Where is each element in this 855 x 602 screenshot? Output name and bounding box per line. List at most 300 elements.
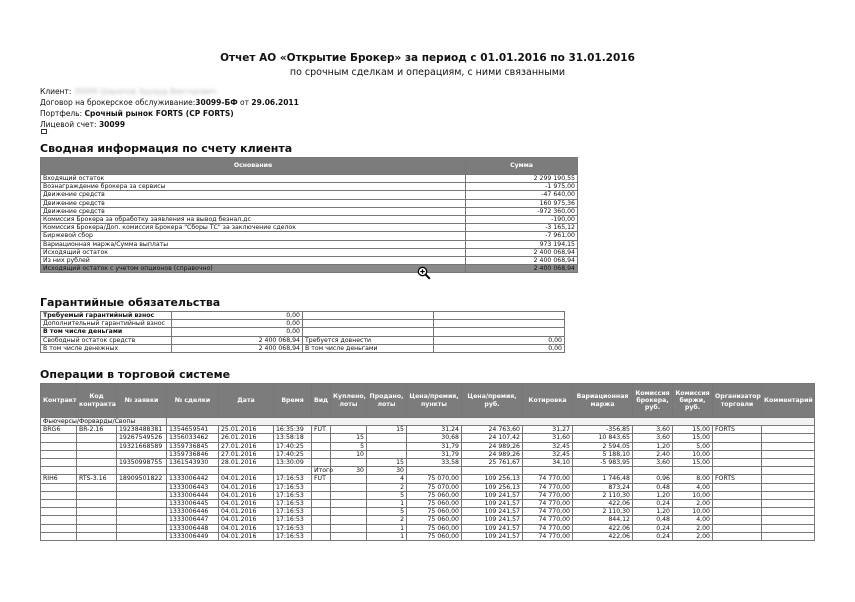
operations-cell: 74 770,00	[523, 508, 573, 516]
operations-group-row	[41, 418, 815, 426]
operations-cell	[713, 434, 762, 442]
checkbox-marker-icon	[41, 129, 47, 134]
table-row	[41, 426, 815, 434]
operations-cell: 2	[367, 516, 407, 524]
guarantee-cell: Дополнительный гарантийный взнос	[41, 320, 172, 328]
operations-cell	[312, 508, 331, 516]
summary-amount-cell: 2 400 068,94	[466, 248, 578, 256]
summary-amount-cell: -47 640,00	[466, 191, 578, 199]
operations-cell	[312, 516, 331, 524]
operations-cell: FORTS	[713, 475, 762, 483]
operations-cell: 04.01.2016	[219, 500, 274, 508]
operations-cell: 75 070,00	[407, 475, 462, 483]
summary-row	[41, 191, 578, 199]
guarantee-cell: Свободный остаток средств	[41, 336, 172, 344]
summary-header-basis: Основание	[41, 158, 466, 175]
client-label: Клиент:	[40, 87, 72, 96]
operations-cell	[312, 500, 331, 508]
operations-cell: 422,06	[573, 524, 633, 532]
operations-cell	[77, 532, 117, 540]
operations-cell: 17:16:53	[274, 508, 312, 516]
operations-cell: 109 241,57	[462, 500, 523, 508]
operations-cell: 3,60	[633, 426, 673, 434]
operations-cell: FUT	[312, 475, 331, 483]
operations-cell: 10 843,65	[573, 434, 633, 442]
operations-cell	[77, 483, 117, 491]
operations-cell: 18909501822	[117, 475, 167, 483]
operations-header-cell: Комментарий	[762, 384, 815, 418]
operations-cell: 74 770,00	[523, 524, 573, 532]
operations-group-spacer	[167, 418, 815, 426]
guarantee-row	[41, 344, 565, 352]
operations-header-cell: Продано, лоты	[367, 384, 407, 418]
summary-basis-cell: Вариационная маржа/Сумма выплаты	[41, 240, 466, 248]
operations-cell	[762, 459, 815, 467]
operations-cell	[41, 434, 77, 442]
summary-body	[41, 175, 578, 273]
operations-cell: 10,00	[673, 450, 713, 458]
operations-cell	[312, 524, 331, 532]
guarantee-cell: В том числе денежных	[41, 344, 172, 352]
table-row	[41, 508, 815, 516]
operations-cell: 15,00	[673, 434, 713, 442]
summary-row	[41, 265, 578, 273]
operations-header-row	[41, 384, 815, 418]
table-row	[41, 450, 815, 458]
operations-cell: 422,06	[573, 532, 633, 540]
summary-amount-cell: 2 299 190,55	[466, 175, 578, 183]
operations-cell	[713, 524, 762, 532]
operations-cell: 1333006448	[167, 524, 219, 532]
operations-cell: 2 110,30	[573, 508, 633, 516]
portfolio-line	[40, 109, 234, 119]
summary-basis-cell: Комиссия Брокера/Доп. комиссия Брокера "Сборы ТС" за заключение сделок	[41, 224, 466, 232]
operations-cell	[77, 442, 117, 450]
summary-row	[41, 248, 578, 256]
operations-cell: 04.01.2016	[219, 491, 274, 499]
operations-cell: 10,00	[673, 508, 713, 516]
operations-cell	[41, 491, 77, 499]
operations-cell: 1	[367, 500, 407, 508]
operations-cell	[713, 500, 762, 508]
summary-row	[41, 240, 578, 248]
operations-cell	[367, 434, 407, 442]
operations-cell: 27.01.2016	[219, 442, 274, 450]
operations-cell	[77, 434, 117, 442]
table-row	[41, 524, 815, 532]
operations-cell: 15	[331, 434, 367, 442]
operations-cell: 74 770,00	[523, 475, 573, 483]
operations-cell	[312, 434, 331, 442]
operations-cell: 10,00	[673, 491, 713, 499]
operations-cell: 75 060,00	[407, 491, 462, 499]
operations-header-cell: Вид	[312, 384, 331, 418]
summary-basis-cell: Движение средств	[41, 191, 466, 199]
operations-cell: 16:35:39	[274, 426, 312, 434]
operations-cell	[331, 532, 367, 540]
operations-cell	[117, 483, 167, 491]
operations-cell: 17:16:53	[274, 532, 312, 540]
account-label: Лицевой счет:	[40, 120, 97, 129]
operations-cell: 19267549526	[117, 434, 167, 442]
operations-cell: 1359736846	[167, 450, 219, 458]
operations-cell: 34,10	[523, 459, 573, 467]
operations-cell: 109 241,57	[462, 516, 523, 524]
operations-cell: 04.01.2016	[219, 524, 274, 532]
contract-line	[40, 98, 299, 108]
operations-cell: BRG6	[41, 426, 77, 434]
operations-header-cell: Цена/премия, руб.	[462, 384, 523, 418]
operations-cell	[274, 467, 312, 475]
guarantee-cell	[303, 328, 434, 336]
operations-cell: 31,79	[407, 442, 462, 450]
summary-amount-cell: -190,00	[466, 216, 578, 224]
guarantee-body	[41, 312, 565, 353]
guarantee-cell: Требуется довнести	[303, 336, 434, 344]
table-row	[41, 532, 815, 540]
operations-cell: 1333006443	[167, 483, 219, 491]
summary-row	[41, 216, 578, 224]
operations-table	[40, 383, 815, 541]
guarantee-row	[41, 336, 565, 344]
summary-row	[41, 232, 578, 240]
operations-cell	[331, 475, 367, 483]
operations-cell: 0,48	[633, 516, 673, 524]
operations-cell: FORTS	[713, 426, 762, 434]
operations-cell	[713, 532, 762, 540]
operations-cell: 2,00	[673, 532, 713, 540]
operations-header-cell: Время	[274, 384, 312, 418]
operations-cell: 17:40:25	[274, 442, 312, 450]
guarantee-cell	[434, 328, 565, 336]
operations-cell: 31,60	[523, 434, 573, 442]
operations-cell: 5,00	[673, 442, 713, 450]
guarantee-cell: В том числе деньгами	[303, 344, 434, 352]
operations-cell: 15	[367, 459, 407, 467]
operations-cell: 5	[331, 442, 367, 450]
operations-cell: 1333006442	[167, 475, 219, 483]
guarantee-title: Гарантийные обязательства	[40, 296, 221, 309]
operations-cell: 15,00	[673, 459, 713, 467]
operations-cell	[713, 467, 762, 475]
operations-cell: 1,20	[633, 491, 673, 499]
operations-cell: 25 761,67	[462, 459, 523, 467]
operations-cell	[219, 467, 274, 475]
operations-cell	[762, 483, 815, 491]
operations-cell: 28.01.2016	[219, 459, 274, 467]
summary-amount-cell: -7 961,00	[466, 232, 578, 240]
operations-cell: 31,24	[407, 426, 462, 434]
summary-amount-cell: -1 975,00	[466, 183, 578, 191]
operations-cell	[673, 467, 713, 475]
operations-cell: 3,60	[633, 459, 673, 467]
operations-cell: 0,24	[633, 500, 673, 508]
summary-basis-cell: Исходящий остаток	[41, 248, 466, 256]
summary-amount-cell: 160 975,36	[466, 199, 578, 207]
operations-cell	[762, 508, 815, 516]
operations-cell	[633, 467, 673, 475]
operations-cell: 24 763,60	[462, 426, 523, 434]
operations-cell: 17:16:53	[274, 475, 312, 483]
operations-group-label: Фьючерсы/Форварды/Свопы	[41, 418, 167, 426]
guarantee-row	[41, 320, 565, 328]
operations-cell: 30	[331, 467, 367, 475]
table-row	[41, 475, 815, 483]
operations-cell	[713, 442, 762, 450]
table-row	[41, 516, 815, 524]
operations-cell: 109 241,57	[462, 508, 523, 516]
operations-cell: 04.01.2016	[219, 475, 274, 483]
summary-basis-cell: Из них рублей	[41, 257, 466, 265]
operations-cell	[762, 434, 815, 442]
operations-cell: 8,00	[673, 475, 713, 483]
operations-cell	[77, 491, 117, 499]
operations-cell	[117, 524, 167, 532]
operations-cell	[117, 508, 167, 516]
operations-header-cell: Котировка	[523, 384, 573, 418]
operations-header-cell: № сделки	[167, 384, 219, 418]
operations-cell: 04.01.2016	[219, 483, 274, 491]
operations-cell: 1333006444	[167, 491, 219, 499]
summary-amount-cell: 2 400 068,94	[466, 257, 578, 265]
operations-cell	[762, 467, 815, 475]
operations-cell: 1,20	[633, 508, 673, 516]
operations-header-cell: Вариационная маржа	[573, 384, 633, 418]
operations-cell: 25.01.2016	[219, 426, 274, 434]
operations-cell: 27.01.2016	[219, 450, 274, 458]
operations-cell: 0,24	[633, 524, 673, 532]
operations-cell	[41, 516, 77, 524]
table-row	[41, 459, 815, 467]
guarantee-row	[41, 328, 565, 336]
contract-date: 29.06.2011	[251, 98, 299, 107]
operations-cell	[762, 500, 815, 508]
client-value: 30099 Шарапов Эдуард Викторович	[73, 87, 217, 96]
summary-title: Сводная информация по счету клиента	[40, 142, 293, 155]
operations-cell	[331, 459, 367, 467]
guarantee-cell	[303, 320, 434, 328]
summary-header-amount: Сумма	[466, 158, 578, 175]
operations-cell: 2 110,30	[573, 491, 633, 499]
operations-cell	[117, 532, 167, 540]
operations-cell: 0,24	[633, 532, 673, 540]
table-row	[41, 491, 815, 499]
operations-cell: 33,58	[407, 459, 462, 467]
operations-cell: 32,45	[523, 442, 573, 450]
operations-cell	[41, 442, 77, 450]
client-line	[40, 87, 217, 97]
operations-cell: 1359736845	[167, 442, 219, 450]
operations-cell	[77, 500, 117, 508]
operations-cell	[762, 442, 815, 450]
portfolio-value: Срочный рынок FORTS (СР FORTS)	[84, 109, 234, 118]
operations-cell: 109 256,13	[462, 475, 523, 483]
operations-cell	[713, 516, 762, 524]
operations-cell: RTS-3.16	[77, 475, 117, 483]
operations-cell: 75 070,00	[407, 483, 462, 491]
operations-cell: 1,20	[633, 442, 673, 450]
operations-cell: 1354659541	[167, 426, 219, 434]
summary-basis-cell: Комиссия Брокера за обработку заявления на вывод безнал.дс	[41, 216, 466, 224]
operations-cell: 4,00	[673, 483, 713, 491]
operations-cell: 19238488381	[117, 426, 167, 434]
operations-cell	[713, 491, 762, 499]
operations-cell: 3,60	[633, 434, 673, 442]
operations-cell: 109 241,57	[462, 532, 523, 540]
operations-cell	[117, 500, 167, 508]
operations-cell: 5 188,10	[573, 450, 633, 458]
operations-cell	[762, 426, 815, 434]
summary-basis-cell: Исходящий остаток с учетом опционов (справочно)	[41, 265, 466, 273]
operations-cell: 10	[331, 450, 367, 458]
operations-total-row	[41, 467, 815, 475]
operations-cell	[407, 467, 462, 475]
operations-cell: 13:30:09	[274, 459, 312, 467]
operations-cell	[331, 508, 367, 516]
operations-body	[41, 418, 815, 541]
operations-cell: 0,48	[633, 483, 673, 491]
operations-cell	[312, 459, 331, 467]
summary-row	[41, 175, 578, 183]
operations-cell	[713, 459, 762, 467]
operations-cell: 19321668589	[117, 442, 167, 450]
operations-cell: BR-2.16	[77, 426, 117, 434]
table-row	[41, 434, 815, 442]
operations-cell: RIH6	[41, 475, 77, 483]
contract-from: от	[240, 98, 250, 107]
operations-cell	[312, 450, 331, 458]
summary-amount-cell: 973 194,15	[466, 240, 578, 248]
operations-header-cell: Куплено, лоты	[331, 384, 367, 418]
operations-cell: 30	[367, 467, 407, 475]
operations-cell: 1	[367, 532, 407, 540]
summary-table	[40, 157, 578, 273]
summary-basis-cell: Входящий остаток	[41, 175, 466, 183]
table-row	[41, 442, 815, 450]
operations-cell: 13:58:18	[274, 434, 312, 442]
summary-row	[41, 207, 578, 215]
operations-cell: 04.01.2016	[219, 532, 274, 540]
operations-header-cell: № заявки	[117, 384, 167, 418]
operations-cell: -356,85	[573, 426, 633, 434]
guarantee-cell: 2 400 068,94	[172, 336, 303, 344]
operations-cell: 844,12	[573, 516, 633, 524]
operations-cell: 1333006447	[167, 516, 219, 524]
contract-number: 30099-БФ	[195, 98, 238, 107]
operations-cell: 2 594,05	[573, 442, 633, 450]
summary-amount-cell: -3 165,12	[466, 224, 578, 232]
operations-cell	[762, 532, 815, 540]
operations-cell: 2	[367, 483, 407, 491]
operations-cell: 4	[367, 475, 407, 483]
operations-cell	[367, 450, 407, 458]
operations-cell: 1333006446	[167, 508, 219, 516]
table-row	[41, 500, 815, 508]
operations-cell: 74 770,00	[523, 491, 573, 499]
operations-cell	[762, 524, 815, 532]
operations-cell	[312, 483, 331, 491]
operations-cell: 1356033462	[167, 434, 219, 442]
operations-cell: 17:40:25	[274, 450, 312, 458]
operations-cell: 04.01.2016	[219, 516, 274, 524]
report-subtitle: по срочным сделкам и операциям, с ними связанными	[289, 67, 566, 78]
guarantee-table	[40, 311, 565, 353]
operations-cell	[41, 483, 77, 491]
operations-cell: 422,06	[573, 500, 633, 508]
guarantee-cell	[303, 312, 434, 320]
operations-cell	[762, 450, 815, 458]
operations-cell	[77, 524, 117, 532]
summary-row	[41, 183, 578, 191]
summary-amount-cell: -972 360,00	[466, 207, 578, 215]
guarantee-cell: 0,00	[434, 344, 565, 352]
summary-basis-cell: Вознаграждение брокера за сервисы	[41, 183, 466, 191]
operations-cell: 0,96	[633, 475, 673, 483]
report-title: Отчет АО «Открытие Брокер» за период с 01.01.2016 по 31.01.2016	[220, 52, 635, 64]
operations-header-cell: Комиссия биржи, руб.	[673, 384, 713, 418]
operations-cell: 24 107,42	[462, 434, 523, 442]
operations-cell: 17:16:53	[274, 483, 312, 491]
operations-header-cell: Дата	[219, 384, 274, 418]
operations-cell	[762, 516, 815, 524]
operations-cell	[117, 516, 167, 524]
operations-cell: 15,00	[673, 426, 713, 434]
operations-cell	[331, 426, 367, 434]
operations-cell: 5	[367, 491, 407, 499]
guarantee-row	[41, 312, 565, 320]
operations-cell: FUT	[312, 426, 331, 434]
operations-cell: 17:16:53	[274, 500, 312, 508]
operations-cell: 30,68	[407, 434, 462, 442]
operations-header-cell: Код контракта	[77, 384, 117, 418]
summary-amount-cell: 2 400 068,94	[466, 265, 578, 273]
zoom-in-cursor-icon	[417, 266, 431, 280]
guarantee-cell: 0,00	[172, 328, 303, 336]
operations-cell	[77, 459, 117, 467]
guarantee-cell	[434, 320, 565, 328]
operations-cell: 74 770,00	[523, 500, 573, 508]
operations-cell	[41, 450, 77, 458]
operations-cell	[367, 442, 407, 450]
operations-cell: 1333006449	[167, 532, 219, 540]
operations-cell: 5	[367, 508, 407, 516]
operations-cell: 873,24	[573, 483, 633, 491]
portfolio-label: Портфель:	[40, 109, 83, 118]
operations-cell	[523, 467, 573, 475]
guarantee-cell: 2 400 068,94	[172, 344, 303, 352]
operations-cell: 24 989,26	[462, 450, 523, 458]
operations-cell	[713, 508, 762, 516]
operations-cell: 75 060,00	[407, 524, 462, 532]
operations-cell: 19350998755	[117, 459, 167, 467]
operations-cell	[573, 467, 633, 475]
account-value: 30099	[98, 120, 126, 129]
operations-cell	[312, 532, 331, 540]
summary-row	[41, 224, 578, 232]
operations-cell: 109 256,13	[462, 483, 523, 491]
operations-cell: 15	[367, 426, 407, 434]
operations-cell	[117, 450, 167, 458]
operations-cell: 74 770,00	[523, 483, 573, 491]
account-line	[40, 120, 125, 130]
summary-basis-cell: Движение средств	[41, 207, 466, 215]
operations-cell: 1	[367, 524, 407, 532]
guarantee-cell: 0,00	[172, 312, 303, 320]
operations-header-cell: Комиссия брокера, руб.	[633, 384, 673, 418]
operations-cell	[77, 467, 117, 475]
operations-cell: 75 060,00	[407, 500, 462, 508]
operations-header-cell: Цена/премия, пункты	[407, 384, 462, 418]
